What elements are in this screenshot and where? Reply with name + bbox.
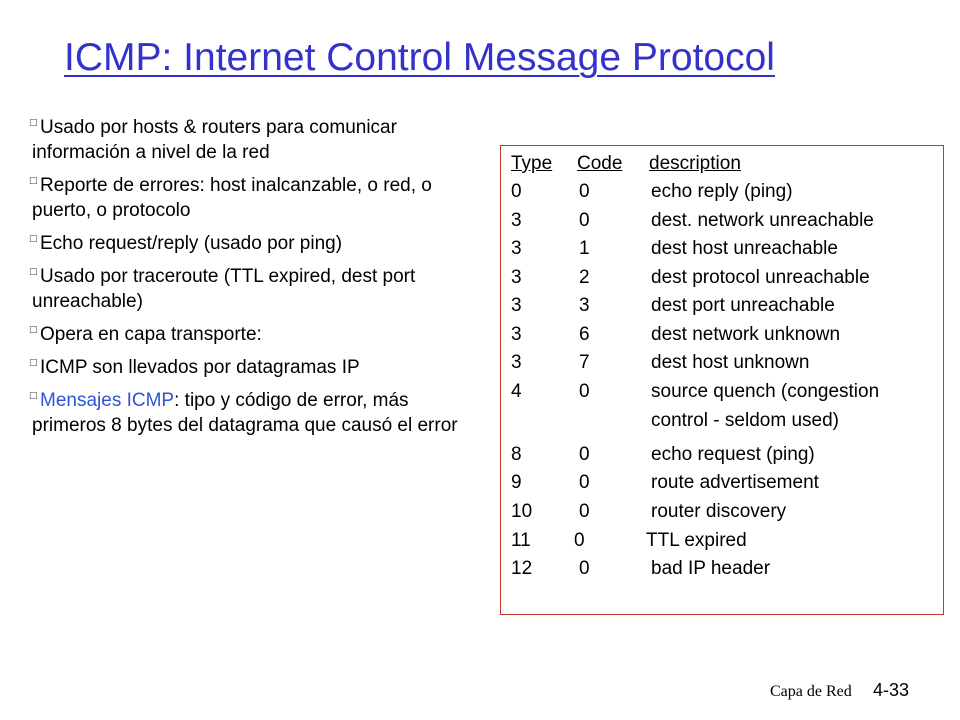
cell-description: dest network unknown <box>651 324 841 345</box>
cell-description: dest. network unreachable <box>651 210 874 231</box>
bullet-list <box>29 115 472 446</box>
bullet-item <box>29 231 472 256</box>
cell-code: 0 <box>579 181 590 202</box>
cell-code: 6 <box>579 324 590 345</box>
cell-description: control - seldom used) <box>651 410 839 431</box>
cell-type: 3 <box>511 295 522 316</box>
cell-description: echo reply (ping) <box>651 181 793 202</box>
cell-type: 4 <box>511 381 522 402</box>
bullet-highlight: Mensajes ICMP <box>40 390 175 411</box>
footer-chapter-label: Capa de Red <box>770 683 852 700</box>
cell-description: bad IP header <box>651 558 771 579</box>
cell-type: 3 <box>511 267 522 288</box>
bullet-icon: □ <box>29 358 38 368</box>
cell-description: dest port unreachable <box>651 295 835 316</box>
bullet-icon: □ <box>29 118 38 128</box>
cell-code: 0 <box>574 530 585 551</box>
bullet-text <box>32 388 472 438</box>
cell-code: 1 <box>579 238 590 259</box>
bullet-item <box>29 388 472 438</box>
cell-description: router discovery <box>651 501 787 522</box>
cell-code: 0 <box>579 501 590 522</box>
cell-type: 3 <box>511 210 522 231</box>
bullet-text: Reporte de errores: host inalcanzable, o red, o puerto, o protocolo <box>32 175 432 221</box>
cell-code: 0 <box>579 210 590 231</box>
cell-description: dest host unreachable <box>651 238 838 259</box>
cell-code: 3 <box>579 295 590 316</box>
bullet-text: Usado por hosts & routers para comunicar información a nivel de la red <box>32 117 397 163</box>
cell-type: 10 <box>511 501 533 522</box>
cell-description: source quench (congestion <box>651 381 880 402</box>
bullet-text: ICMP son llevados por datagramas IP <box>40 357 360 378</box>
bullet-item <box>29 322 472 347</box>
cell-description: TTL expired <box>646 530 747 551</box>
cell-type: 3 <box>511 352 522 373</box>
header-type: Type <box>511 153 553 174</box>
bullet-icon: □ <box>29 176 38 186</box>
footer-page-number: 4-33 <box>873 680 910 700</box>
cell-code: 0 <box>579 558 590 579</box>
bullet-item <box>29 115 472 165</box>
bullet-icon: □ <box>29 234 38 244</box>
bullet-text: Echo request/reply (usado por ping) <box>40 233 343 254</box>
bullet-icon: □ <box>29 391 38 401</box>
cell-description: dest host unknown <box>651 352 810 373</box>
slide-title: ICMP: Internet Control Message Protocol <box>64 36 775 79</box>
cell-description: dest protocol unreachable <box>651 267 870 288</box>
cell-code: 0 <box>579 444 590 465</box>
bullet-text: Usado por traceroute (TTL expired, dest port unreachable) <box>32 266 416 312</box>
bullet-icon: □ <box>29 325 38 335</box>
cell-description: route advertisement <box>651 472 819 493</box>
bullet-item <box>29 173 472 223</box>
cell-type: 0 <box>511 181 522 202</box>
cell-code: 0 <box>579 472 590 493</box>
header-description: description <box>649 153 741 174</box>
cell-type: 8 <box>511 444 522 465</box>
bullet-text-rest: : tipo y código de error, más primeros 8 bytes del datagrama que causó el error <box>32 390 458 436</box>
bullet-item <box>29 355 472 380</box>
cell-code: 7 <box>579 352 590 373</box>
bullet-icon: □ <box>29 267 38 277</box>
cell-type: 12 <box>511 558 533 579</box>
cell-code: 2 <box>579 267 590 288</box>
cell-type: 11 <box>511 530 531 551</box>
bullet-text: Opera en capa transporte: <box>40 324 262 345</box>
cell-type: 9 <box>511 472 522 493</box>
cell-type: 3 <box>511 238 522 259</box>
bullet-item <box>29 264 472 314</box>
cell-description: echo request (ping) <box>651 444 815 465</box>
header-code: Code <box>577 153 623 174</box>
icmp-type-table <box>500 145 944 615</box>
cell-code: 0 <box>579 381 590 402</box>
cell-type: 3 <box>511 324 522 345</box>
